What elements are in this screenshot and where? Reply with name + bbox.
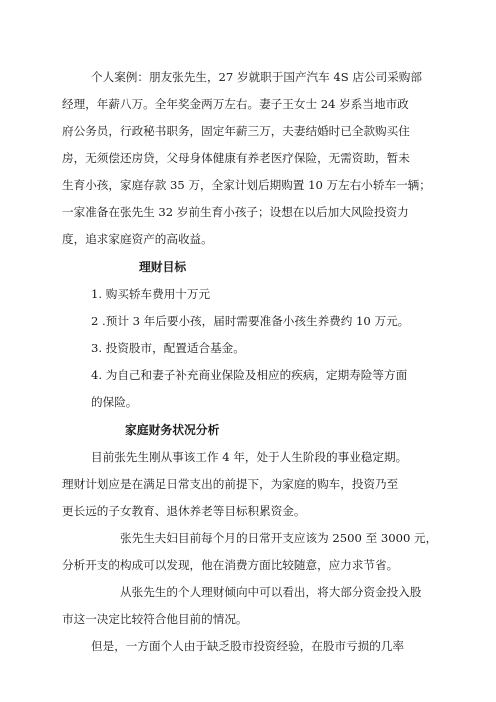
goals-heading: 理财目标	[139, 260, 187, 274]
case-line: 经理，年薪八万。全年奖金两万左右。妻子王女士 24 岁系当地市政	[62, 97, 409, 111]
goal-item: 1. 购买轿车费用十万元	[91, 287, 211, 301]
goal-item: 3. 投资股市，配置适合基金。	[91, 341, 245, 355]
analysis-line: 更长远的子女教育、退休养老等目标积累资金。	[62, 504, 306, 518]
case-line: 府公务员，行政秘书职务，固定年薪三万，夫妻结婚时已全款购买住	[62, 124, 410, 138]
analysis-line: 市这一决定比较符合他目前的情况。	[62, 612, 248, 626]
analysis-line: 分析开支的构成可以发现，他在消费方面比较随意，应力求节省。	[62, 558, 399, 572]
analysis-line: 目前张先生刚从事该工作 4 年，处于人生阶段的事业稳定期。	[91, 450, 408, 464]
case-line: 生育小孩，家庭存款 35 万，全家计划后期购置 10 万左右小轿车一辆；	[62, 178, 431, 192]
case-line: 个人案例：朋友张先生，27 岁就职于国产汽车 4S 店公司采购部	[91, 70, 422, 84]
case-line: 一家准备在张先生 32 岁前生育小孩子；设想在以后加大风险投资力	[62, 205, 409, 219]
goal-item: 2 .预计 3 年后要小孩，届时需要准备小孩生养费约 10 万元。	[91, 314, 410, 328]
analysis-line: 张先生夫妇目前每个月的日常开支应该为 2500 至 3000 元，	[120, 531, 438, 545]
goal-item: 4. 为自己和妻子补充商业保险及相应的疾病，定期寿险等方面	[91, 368, 408, 382]
analysis-line: 从张先生的个人理财倾向中可以看出，将大部分资金投入股	[120, 585, 422, 599]
analysis-line: 理财计划应是在满足日常支出的前提下，为家庭的购车，投资乃至	[62, 477, 399, 491]
analysis-line: 但是，一方面个人由于缺乏股市投资经验，在股市亏损的几率	[91, 639, 405, 653]
analysis-heading: 家庭财务状况分析	[125, 423, 220, 437]
case-line: 房，无须偿还房贷，父母身体健康有养老医疗保险，无需资助，暂未	[62, 151, 410, 165]
goal-item: 的保险。	[91, 395, 138, 409]
case-line: 度，追求家庭资产的高收益。	[62, 232, 213, 246]
